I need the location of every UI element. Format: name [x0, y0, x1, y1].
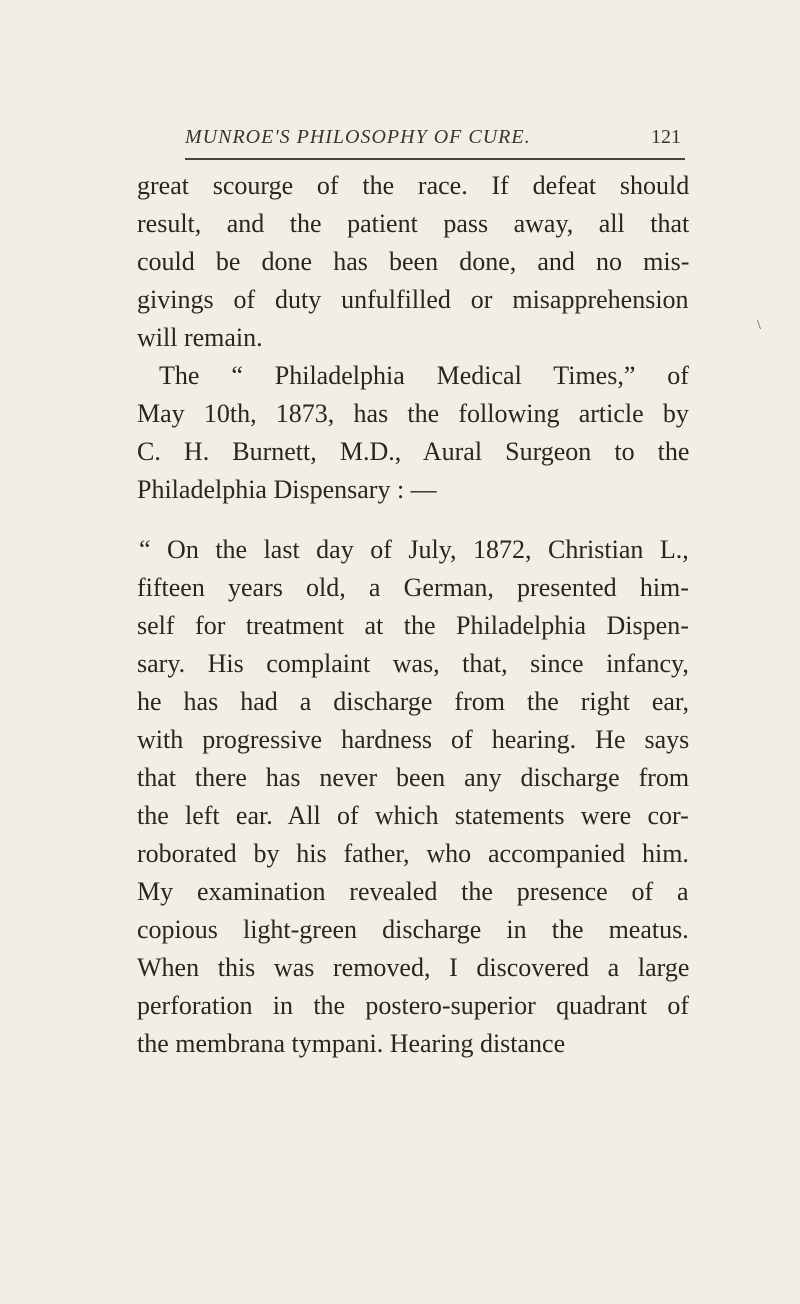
text-line: C. H. Burnett, M.D., Aural Surgeon to the — [137, 437, 690, 466]
text-line: “ On the last day of July, 1872, Christian L., — [139, 535, 689, 564]
text-line: will remain. — [137, 323, 263, 352]
text-line: givings of duty unfulfilled or misapprehension — [137, 285, 689, 314]
text-line: roborated by his father, who accompanied him. — [137, 839, 689, 868]
text-line: Philadelphia Dispensary : — — [137, 475, 437, 504]
running-title: MUNROE'S PHILOSOPHY OF CURE. — [185, 126, 531, 148]
text-line: May 10th, 1873, has the following article by — [137, 399, 689, 428]
text-line: he has had a discharge from the right ear, — [137, 687, 690, 716]
text-line: sary. His complaint was, that, since infancy, — [137, 649, 689, 678]
running-head — [185, 126, 685, 154]
margin-mark: \ — [757, 318, 761, 333]
text-line: the membrana tympani. Hearing distance — [137, 1029, 566, 1058]
text-line: When this was removed, I discovered a large — [137, 953, 690, 982]
text-line: that there has never been any discharge from — [137, 763, 690, 792]
text-line: fifteen years old, a German, presented him- — [137, 573, 689, 602]
header-rule — [185, 158, 685, 160]
text-line: My examination revealed the presence of a — [137, 877, 689, 906]
text-line: great scourge of the race. If defeat should — [137, 171, 690, 200]
page-number: 121 — [651, 126, 681, 148]
text-line: the left ear. All of which statements were cor- — [137, 801, 689, 830]
text-line: self for treatment at the Philadelphia Dispen- — [137, 611, 689, 640]
text-line: could be done has been done, and no mis- — [137, 247, 690, 276]
text-line: perforation in the postero-superior quadrant of — [137, 991, 690, 1020]
text-line: copious light-green discharge in the meatus. — [137, 915, 689, 944]
text-line: The “ Philadelphia Medical Times,” of — [159, 361, 689, 390]
text-line: result, and the patient pass away, all that — [137, 209, 690, 238]
text-line: with progressive hardness of hearing. He says — [137, 725, 690, 754]
